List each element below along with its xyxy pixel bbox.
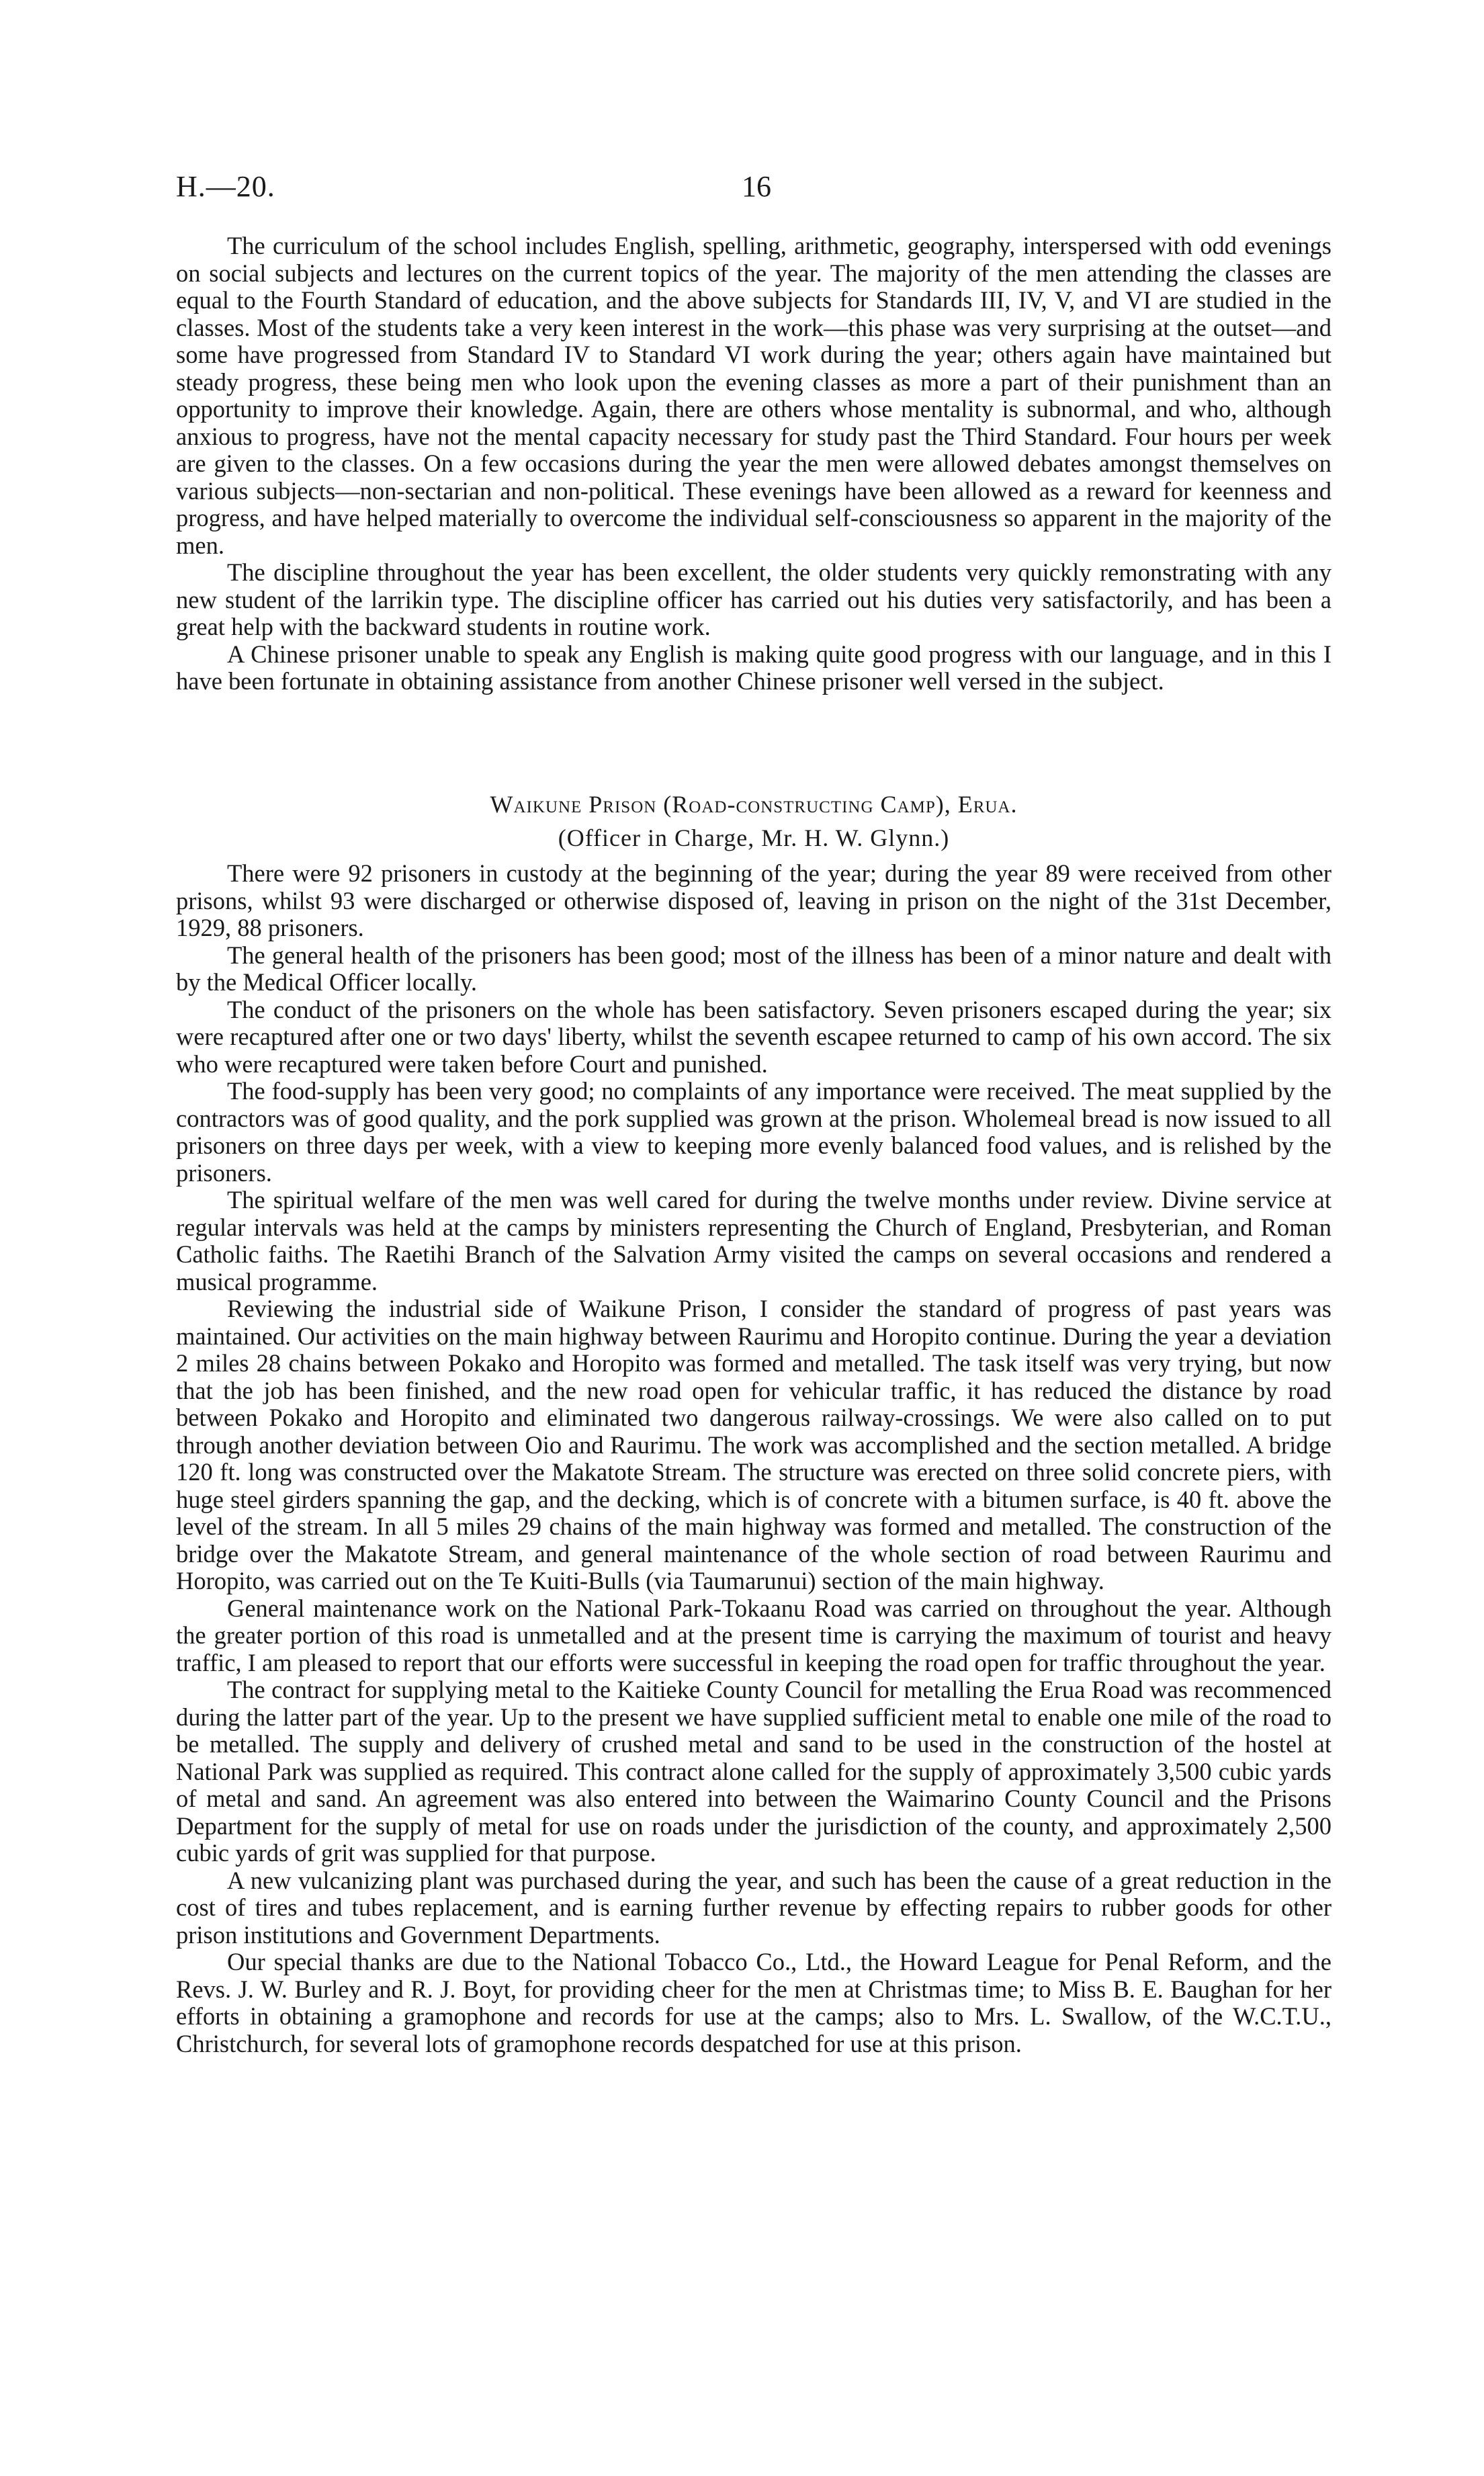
paragraph: A new vulcanizing plant was purchased during the year, and such has been the cause of a great reduction in the cost of tires and tubes replacement, and is earning further revenue by effecting repairs to rubber goods for other prison institutions and Government Departments. — [176, 1866, 1332, 1949]
paragraph: The conduct of the prisoners on the whole has been satisfactory. Seven prisoners escaped during the year; six were recaptured after one or two days' liberty, whilst the seventh escapee returned to camp of his own accord. The six who were recaptured were taken before Court and punished. — [176, 995, 1332, 1078]
paragraph: The food-supply has been very good; no complaints of any importance were received. The meat supplied by the contractors was of good quality, and the pork supplied was grown at the prison. Wholemeal bread is now issued to all prisoners on three days per week, with a view to keeping more evenly balanced food values, and is relished by the prisoners. — [176, 1077, 1332, 1187]
paragraph: The contract for supplying metal to the Kaitieke County Council for metalling the Erua Road was recommenced during the latter part of the year. Up to the present we have supplied sufficient metal to enable one mile of the road to be metalled. The supply and delivery of crushed metal and sand to be used in the construction of the hostel at National Park was supplied as required. This contract alone called for the supply of approximately 3,500 cubic yards of metal and sand. An agreement was also entered into between the Waimarino County Council and the Prisons Department for the supply of metal for use on roads under the jurisdiction of the county, and approximately 2,500 cubic yards of grit was supplied for that purpose. — [176, 1676, 1332, 1867]
paragraph: The discipline throughout the year has been excellent, the older students very quickly remonstrating with any new student of the larrikin type. The discipline officer has carried out his duties very satisfactorily, and has been a great help with the backward students in routine work. — [176, 558, 1332, 640]
section-heading — [176, 790, 1332, 818]
paragraph: A Chinese prisoner unable to speak any English is making quite good progress with our language, and in this I have been fortunate in obtaining assistance from another Chinese prisoner well versed in the subject. — [176, 640, 1332, 695]
paragraph: General maintenance work on the National Park-Tokaanu Road was carried on throughout the year. Although the greater portion of this road is unmetalled and at the present time is carrying the maximum of tourist and heavy traffic, I am pleased to report that our efforts were successful in keeping the road open for traffic throughout the year. — [176, 1594, 1332, 1676]
document-reference: H.—20. — [176, 170, 275, 203]
section-heading-text: Waikune Prison (Road-constructing Camp), Erua. — [490, 791, 1018, 818]
paragraph: The spiritual welfare of the men was well cared for during the twelve months under review. Divine service at regular intervals was held at the camps by ministers representing the Church of England, Presbyterian, and Roman Catholic faiths. The Raetihi Branch of the Salvation Army visited the camps on several occasions and rendered a musical programme. — [176, 1186, 1332, 1295]
officer-in-charge — [176, 824, 1332, 852]
page-number: 16 — [742, 170, 771, 203]
intro-text-block — [176, 232, 1332, 695]
paragraph: Our special thanks are due to the National Tobacco Co., Ltd., the Howard League for Penal Reform, and the Revs. J. W. Burley and R. J. Boyt, for providing cheer for the men at Christmas time; to Miss B. E. Baughan for her efforts in obtaining a gramophone and records for use at the camps; also to Mrs. L. Swallow, of the W.C.T.U., Christchurch, for several lots of gramophone records despatched for use at this prison. — [176, 1948, 1332, 2057]
section-text-block — [176, 860, 1332, 2057]
paragraph: The general health of the prisoners has been good; most of the illness has been of a minor nature and dealt with by the Medical Officer locally. — [176, 941, 1332, 996]
officer-in-charge-text: (Officer in Charge, Mr. H. W. Glynn.) — [558, 824, 950, 851]
paragraph: There were 92 prisoners in custody at the beginning of the year; during the year 89 were received from other prisons, whilst 93 were discharged or otherwise disposed of, leaving in prison on the night of the 31st December, 1929, 88 prisoners. — [176, 859, 1332, 941]
paragraph: The curriculum of the school includes English, spelling, arithmetic, geography, interspersed with odd evenings on social subjects and lectures on the current topics of the year. The majority of the men attending the classes are equal to the Fourth Standard of education, and the above subjects for Standards III, IV, V, and VI are studied in the classes. Most of the students take a very keen interest in the work—this phase was very surprising at the outset—and some have progressed from Standard IV to Standard VI work during the year; others again have maintained but steady progress, these being men who look upon the evening classes as more a part of their punishment than an opportunity to improve their knowledge. Again, there are others whose mentality is subnormal, and who, although anxious to progress, have not the mental capacity necessary for study past the Third Standard. Four hours per week are given to the classes. On a few occasions during the year the men were allowed debates amongst themselves on various subjects—non-sectarian and non-political. These evenings have been allowed as a reward for keenness and progress, and have helped materially to overcome the individual self-consciousness so apparent in the majority of the men. — [176, 232, 1332, 559]
paragraph: Reviewing the industrial side of Waikune Prison, I consider the standard of progress of past years was maintained. Our activities on the main highway between Raurimu and Horopito continue. During the year a deviation 2 miles 28 chains between Pokako and Horopito was formed and metalled. The task itself was very trying, but now that the job has been finished, and the new road open for vehicular traffic, it has reduced the distance by road between Pokako and Horopito and eliminated two dangerous railway-crossings. We were also called on to put through another deviation between Oio and Raurimu. The work was accomplished and the section metalled. A bridge 120 ft. long was constructed over the Makatote Stream. The structure was erected on three solid concrete piers, with huge steel girders spanning the gap, and the decking, which is of concrete with a bitumen surface, is 40 ft. above the level of the stream. In all 5 miles 29 chains of the main highway was formed and metalled. The construction of the bridge over the Makatote Stream, and general maintenance of the whole section of road between Raurimu and Horopito, was carried out on the Te Kuiti-Bulls (via Taumarunui) section of the main highway. — [176, 1295, 1332, 1594]
